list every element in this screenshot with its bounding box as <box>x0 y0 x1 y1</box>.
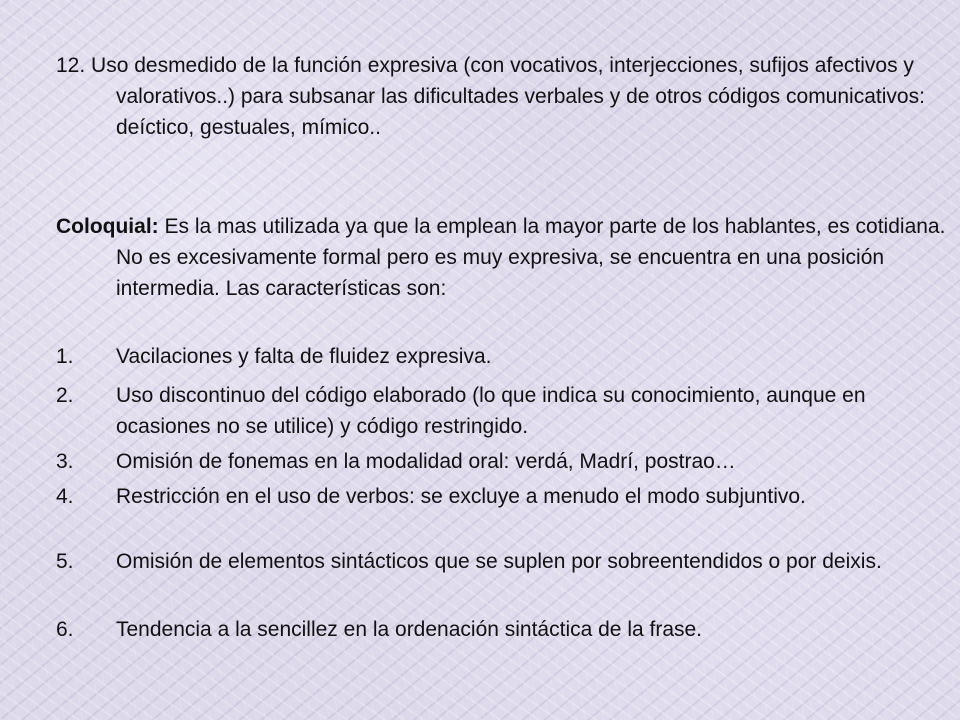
coloquial-text: Es la mas utilizada ya que la emplean la mayor parte de los hablantes, es cotidiana. No es excesivamente formal pero es muy expresiva, se encuentra en una posición intermedia. Las características son: <box>116 215 946 300</box>
list-item-number: 3. <box>56 450 74 473</box>
list-item-number: 1. <box>56 345 74 368</box>
list-item-text: Tendencia a la sencillez en la ordenación sintáctica de la frase. <box>116 618 703 641</box>
list-item-2 <box>56 380 958 442</box>
list-item-number: 6. <box>56 618 74 641</box>
list-item-text: Omisión de fonemas en la modalidad oral: verdá, Madrí, postrao… <box>116 450 736 473</box>
list-item-text: Uso discontinuo del código elaborado (lo que indica su conocimiento, aunque en ocasiones no se utilice) y código restringido. <box>116 384 866 438</box>
list-item-number: 4. <box>56 485 74 508</box>
list-item-number: 2. <box>56 384 74 407</box>
list-item-4 <box>56 481 958 512</box>
list-item-text: Omisión de elementos sintácticos que se suplen por sobreentendidos o por deixis. <box>116 550 882 573</box>
coloquial-heading: Coloquial: <box>56 215 159 238</box>
list-item-text: Vacilaciones y falta de fluidez expresiva. <box>116 345 492 368</box>
list-item-6 <box>56 614 958 645</box>
coloquial-paragraph <box>56 211 958 304</box>
list-item-5 <box>56 546 958 577</box>
paragraph-12: 12. Uso desmedido de la función expresiva (con vocativos, interjecciones, sufijos afectivos y valorativos..) para subsanar las dificultades verbales y de otros códigos comunicativos: deíctico, gestuales, mímico.. <box>56 54 925 139</box>
list-item-number: 5. <box>56 550 74 573</box>
list-item-3 <box>56 446 958 477</box>
list-item-text: Restricción en el uso de verbos: se excluye a menudo el modo subjuntivo. <box>116 485 806 508</box>
list-item-1 <box>56 341 958 372</box>
